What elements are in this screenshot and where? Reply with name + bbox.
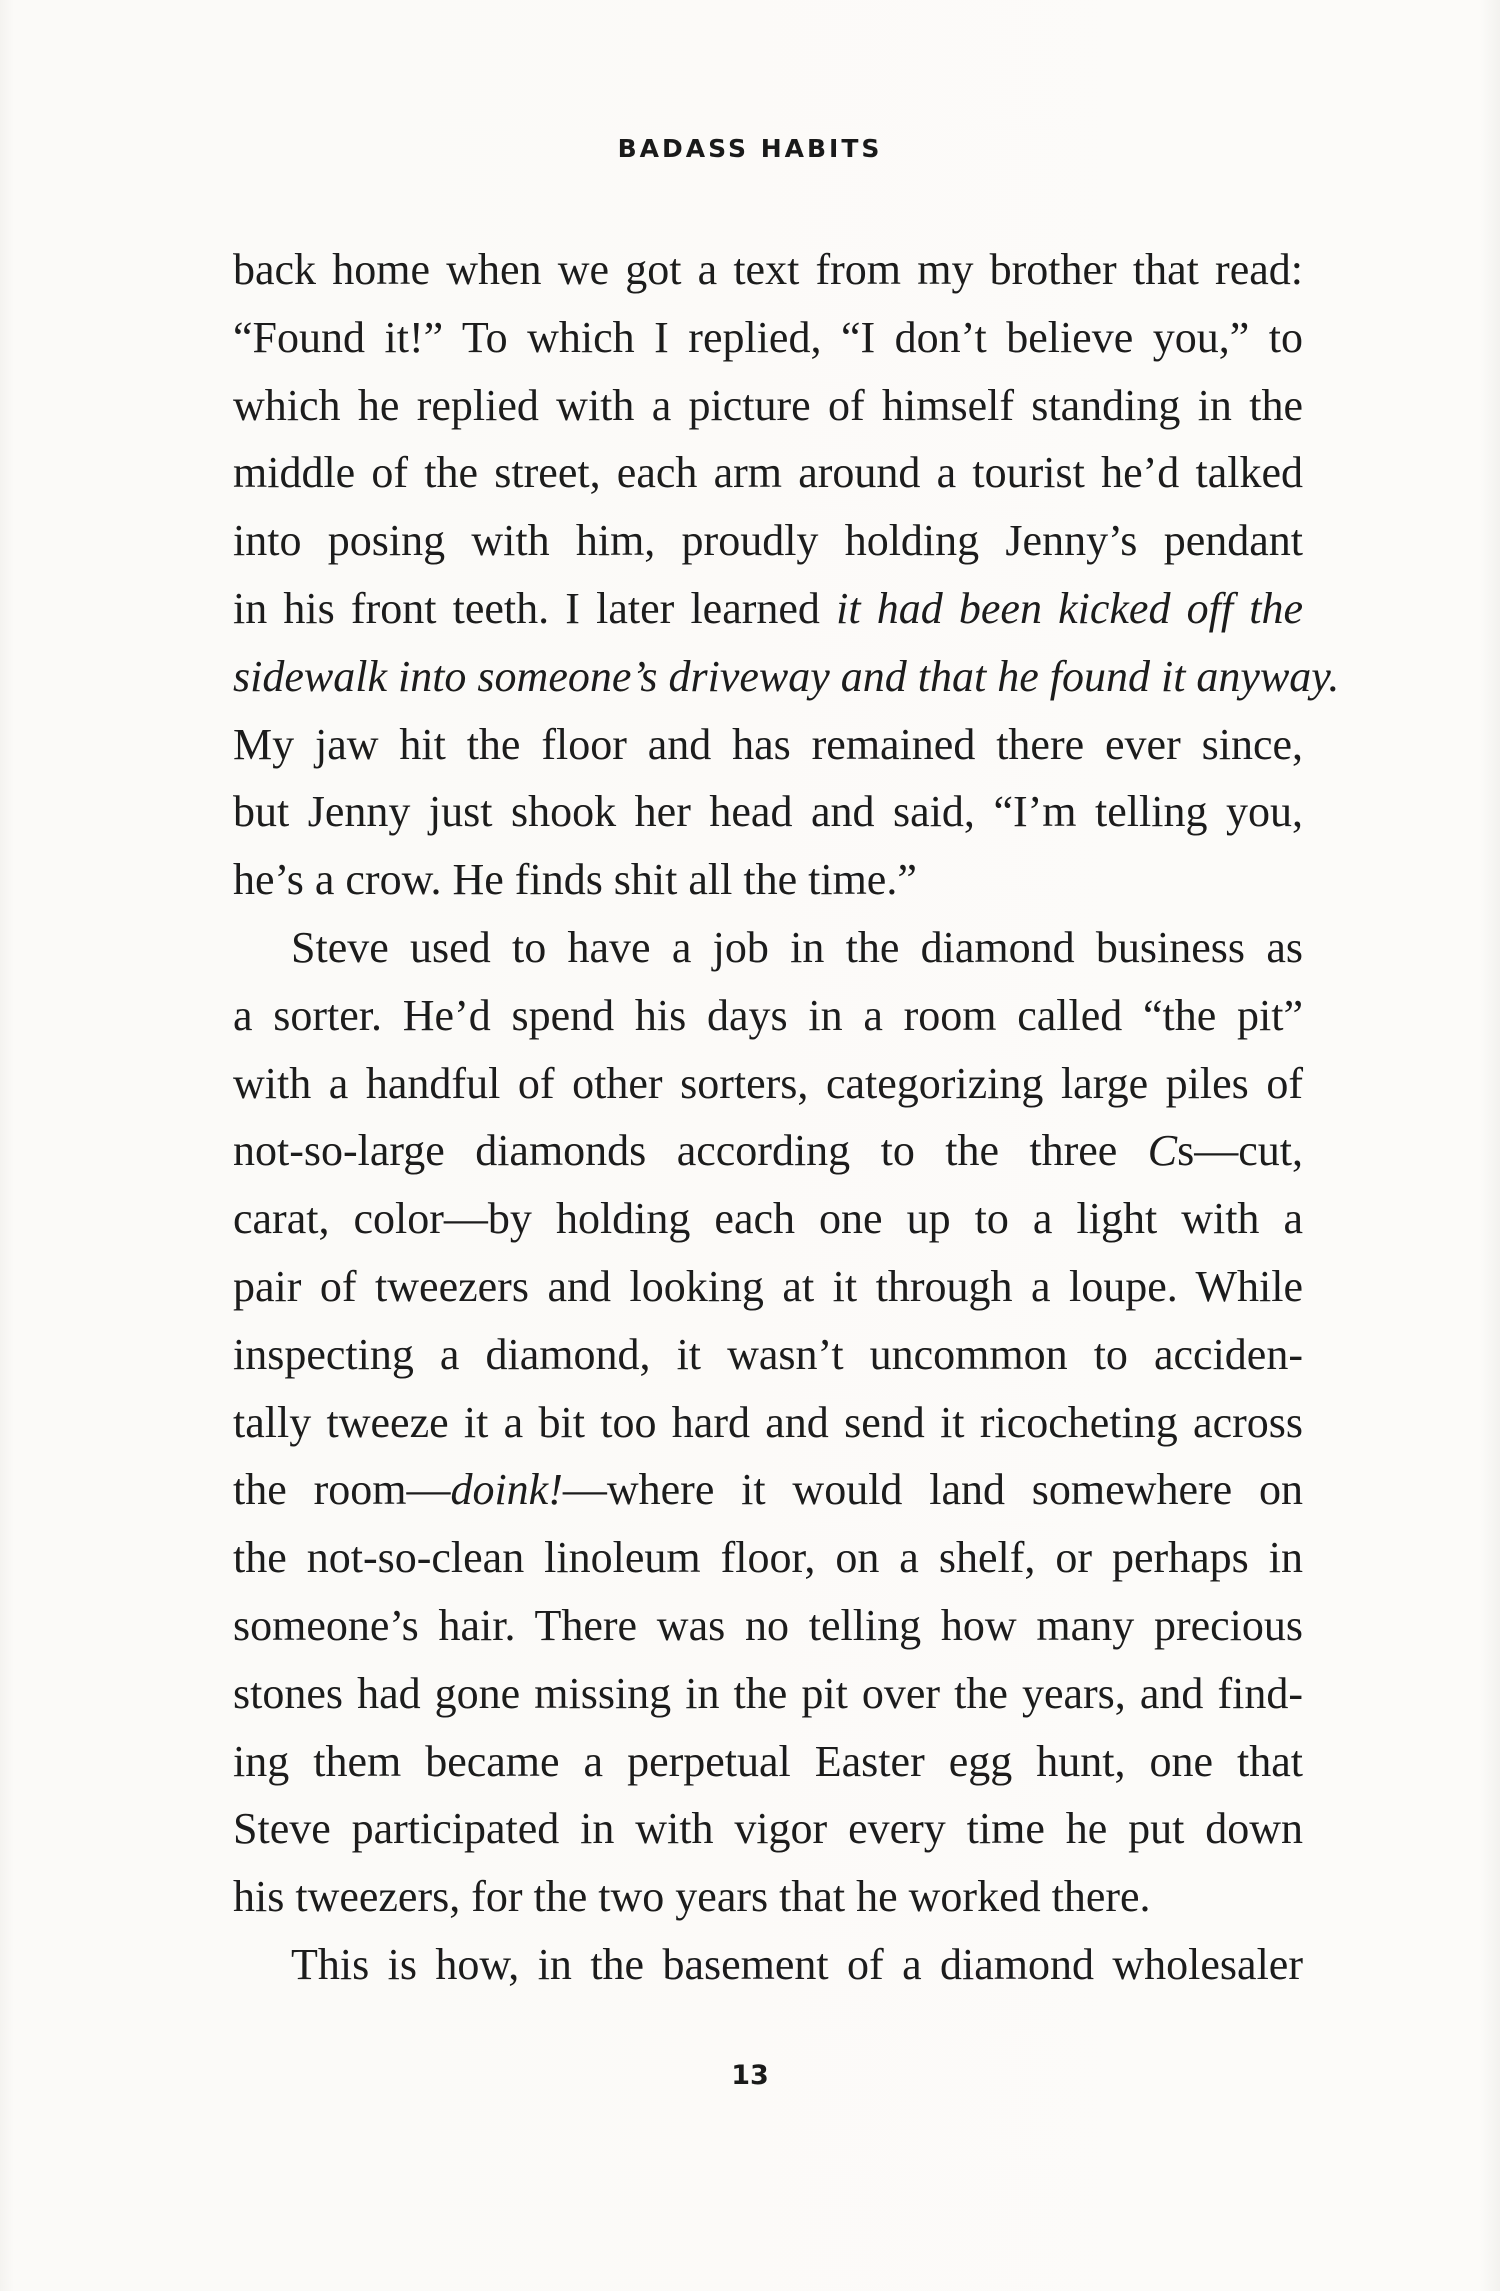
text-line: Steve participated in with vigor every time he put down — [233, 1804, 1303, 1854]
text-line: but Jenny just shook her head and said, “I’m telling you, — [233, 787, 1303, 837]
text-run: not-so-large diamonds according to the three — [233, 1126, 1148, 1176]
text-line: ing them became a perpetual Easter egg hunt, one that — [233, 1736, 1303, 1786]
italic-text: sidewalk into someone’s driveway and that he found it anyway. — [233, 651, 1340, 701]
text-line: stones had gone missing in the pit over the years, and find- — [233, 1668, 1303, 1718]
text-line: pair of tweezers and looking at it through a loupe. While — [233, 1261, 1303, 1311]
text-line — [233, 643, 1340, 711]
text-line: “Found it!” To which I replied, “I don’t believe you,” to — [233, 312, 1303, 362]
text-line — [233, 1117, 1303, 1185]
text-line: his tweezers, for the two years that he worked there. — [233, 1872, 1151, 1922]
text-run: —where it would land somewhere on — [562, 1465, 1303, 1515]
text-run: in his front teeth. I later learned — [233, 583, 837, 633]
italic-text: it had been kicked off the — [836, 583, 1303, 633]
text-line: he’s a crow. He finds shit all the time.” — [233, 855, 917, 905]
text-line: middle of the street, each arm around a tourist he’d talked — [233, 448, 1303, 498]
text-line: carat, color—by holding each one up to a light with a — [233, 1194, 1303, 1244]
text-line: back home when we got a text from my brother that read: — [233, 245, 1303, 294]
text-line: Steve used to have a job in the diamond business as — [291, 922, 1303, 972]
text-line: into posing with him, proudly holding Jenny’s pendant — [233, 516, 1303, 566]
text-run: the room— — [233, 1465, 451, 1515]
text-line: tally tweeze it a bit too hard and send it ricocheting across — [233, 1397, 1303, 1447]
text-line — [233, 1456, 1303, 1524]
italic-text: doink! — [450, 1465, 563, 1515]
text-run: s—cut, — [1177, 1126, 1303, 1176]
paragraph-2 — [233, 914, 1303, 1931]
running-head: BADASS HABITS — [617, 134, 883, 163]
italic-text: C — [1147, 1126, 1178, 1176]
text-line: which he replied with a picture of himself standing in the — [233, 380, 1303, 430]
text-line: My jaw hit the floor and has remained there ever since, — [233, 719, 1303, 769]
text-line: someone’s hair. There was no telling how many precious — [233, 1600, 1303, 1650]
body-text — [233, 236, 1340, 1999]
text-line: This is how, in the basement of a diamond wholesaler — [291, 1939, 1303, 1989]
text-line: the not-so-clean linoleum floor, on a shelf, or perhaps in — [233, 1533, 1303, 1583]
text-line: with a handful of other sorters, categorizing large piles of — [233, 1058, 1303, 1108]
text-line: a sorter. He’d spend his days in a room called “the pit” — [233, 990, 1303, 1040]
text-line — [233, 575, 1303, 643]
paragraph-1 — [233, 236, 1340, 914]
page-number: 13 — [731, 2060, 769, 2091]
paragraph-3 — [233, 1931, 1303, 1999]
text-line: inspecting a diamond, it wasn’t uncommon to acciden- — [233, 1329, 1303, 1379]
